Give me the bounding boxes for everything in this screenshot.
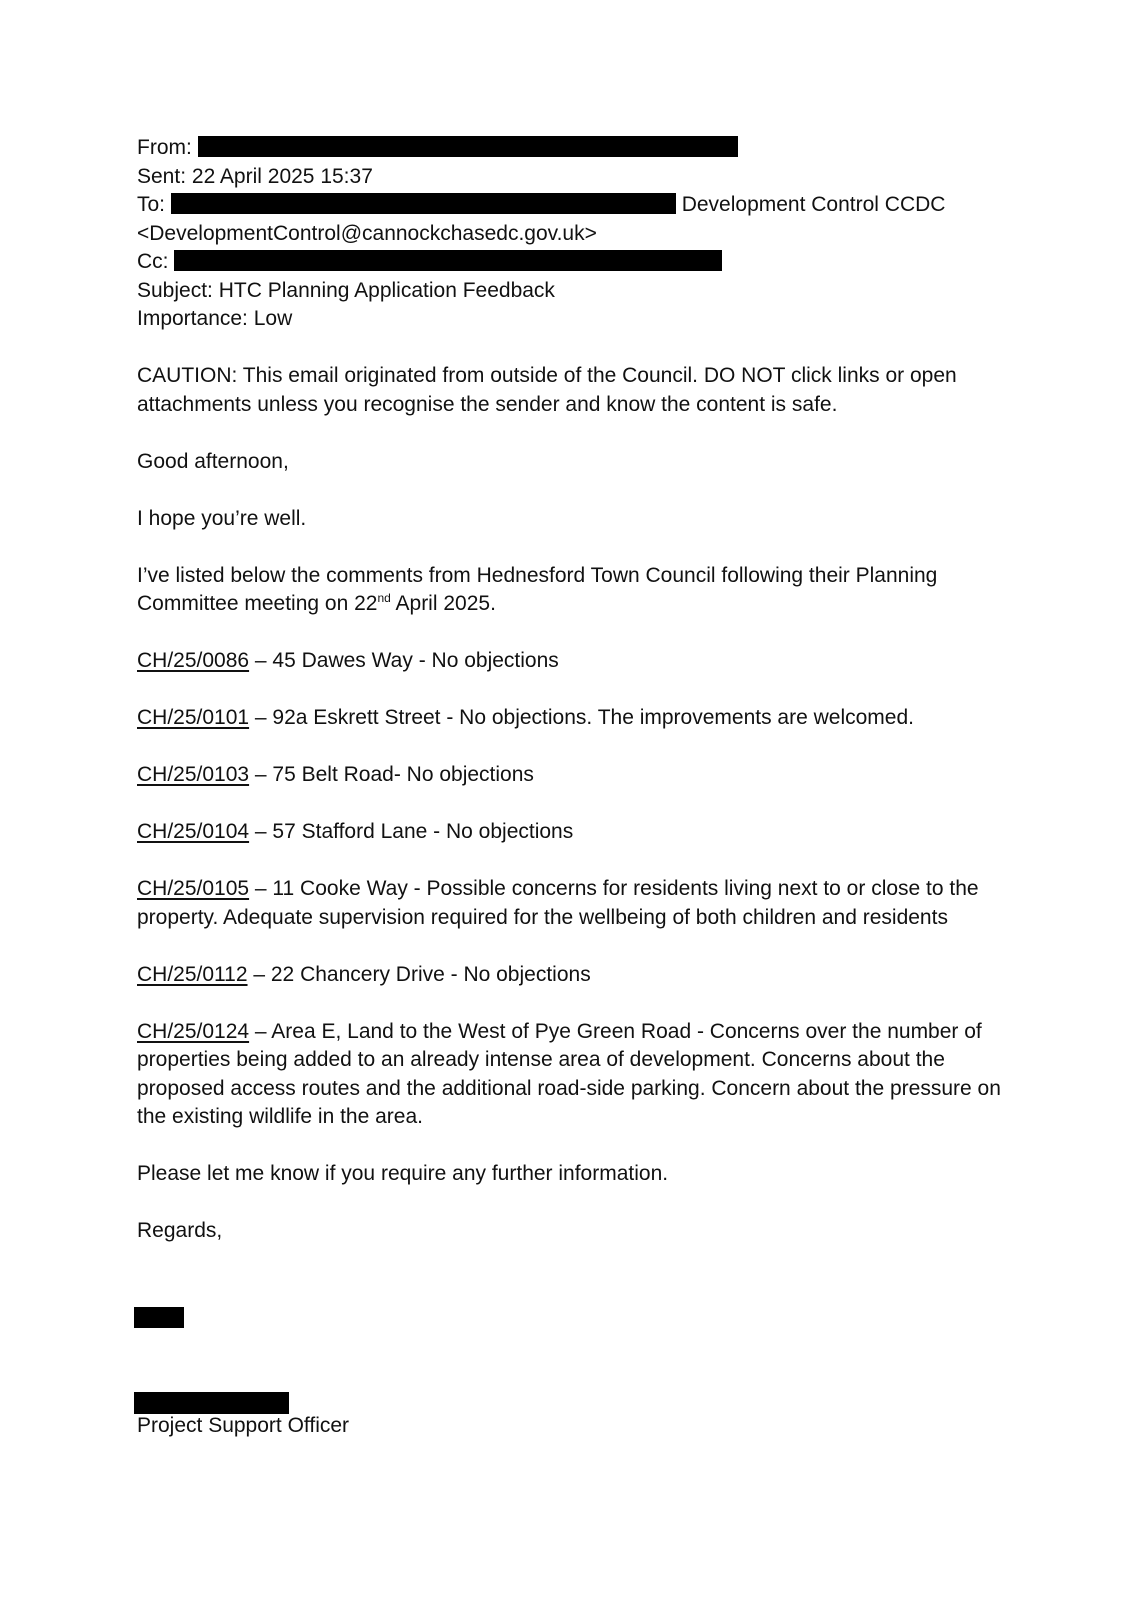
intro-date-text: April 2025. [390, 592, 496, 615]
from-row [137, 134, 1017, 163]
sign-off: Regards, [137, 1219, 223, 1242]
application-comment-text: – 11 Cooke Way - Possible concerns for residents living next to or close to the property. Adequate supervision required for the wellbeing of both children and residents [137, 877, 979, 929]
sent-row [137, 163, 1017, 192]
application-comment [137, 1018, 1017, 1132]
intro-ordinal: nd [377, 591, 391, 605]
application-ref-link[interactable]: CH/25/0086 [137, 649, 250, 672]
email-content [137, 134, 1017, 1246]
application-comment-text: – 57 Stafford Lane - No objections [249, 820, 574, 843]
importance-label: Importance: [137, 307, 248, 330]
intro-text: I’ve listed below the comments from Hednesford Town Council following their Planning Committee meeting on 22 [137, 563, 938, 615]
application-comment-text: – 75 Belt Road- No objections [249, 763, 534, 786]
redacted-recipient [171, 193, 676, 214]
to-email: <DevelopmentControl@cannockchasedc.gov.uk> [137, 221, 597, 245]
redacted-signatory-name [134, 1392, 289, 1414]
importance-row [137, 305, 1017, 334]
signatory-title: Project Support Officer [137, 1414, 350, 1437]
application-ref-link[interactable]: CH/25/0104 [137, 820, 250, 843]
application-comment [137, 818, 1017, 847]
application-comment [137, 704, 1017, 733]
from-label: From: [137, 136, 192, 159]
application-comment-text: – Area E, Land to the West of Pye Green Road - Concerns over the number of properties being added to an already intense area of development. Concerns about the proposed access routes and the additional road-side parking. Concern about the pressure on the existing wildlife in the area. [137, 1019, 1001, 1128]
redacted-sender [198, 136, 738, 157]
application-comment-text: – 45 Dawes Way - No objections [249, 649, 559, 672]
application-ref-link[interactable]: CH/25/0112 [137, 962, 248, 986]
redacted-initials [134, 1307, 184, 1328]
application-ref-link[interactable]: CH/25/0124 [137, 1019, 250, 1043]
subject-label: Subject: [137, 278, 213, 302]
caution-notice: CAUTION: This email originated from outside of the Council. DO NOT click links or open attachments unless you recognise the sender and know the content is safe. [137, 364, 957, 416]
application-ref-link[interactable]: CH/25/0105 [137, 877, 250, 900]
subject-row [137, 277, 1017, 306]
sent-label: Sent: [137, 164, 187, 188]
intro-paragraph [137, 562, 1017, 619]
application-ref-link[interactable]: CH/25/0101 [137, 706, 250, 729]
to-name: Development Control CCDC [681, 193, 946, 216]
greeting: Good afternoon, [137, 449, 289, 473]
application-comment [137, 647, 1017, 676]
subject-value: HTC Planning Application Feedback [218, 278, 555, 302]
redacted-cc [174, 250, 722, 271]
application-comment-text: – 92a Eskrett Street - No objections. The improvements are welcomed. [249, 706, 914, 729]
application-ref-link[interactable]: CH/25/0103 [137, 763, 250, 786]
well-wish: I hope you’re well. [137, 506, 307, 530]
importance-value: Low [253, 307, 293, 330]
application-comment-text: – 22 Chancery Drive - No objections [247, 962, 591, 986]
to-row [137, 191, 1017, 220]
to-label: To: [137, 193, 166, 216]
closing-line: Please let me know if you require any further information. [137, 1162, 669, 1185]
application-comment [137, 961, 1017, 990]
application-comment [137, 761, 1017, 790]
cc-row [137, 248, 1017, 277]
cc-label: Cc: [137, 250, 169, 273]
sent-value: 22 April 2025 15:37 [191, 164, 373, 188]
application-comment [137, 875, 1017, 932]
